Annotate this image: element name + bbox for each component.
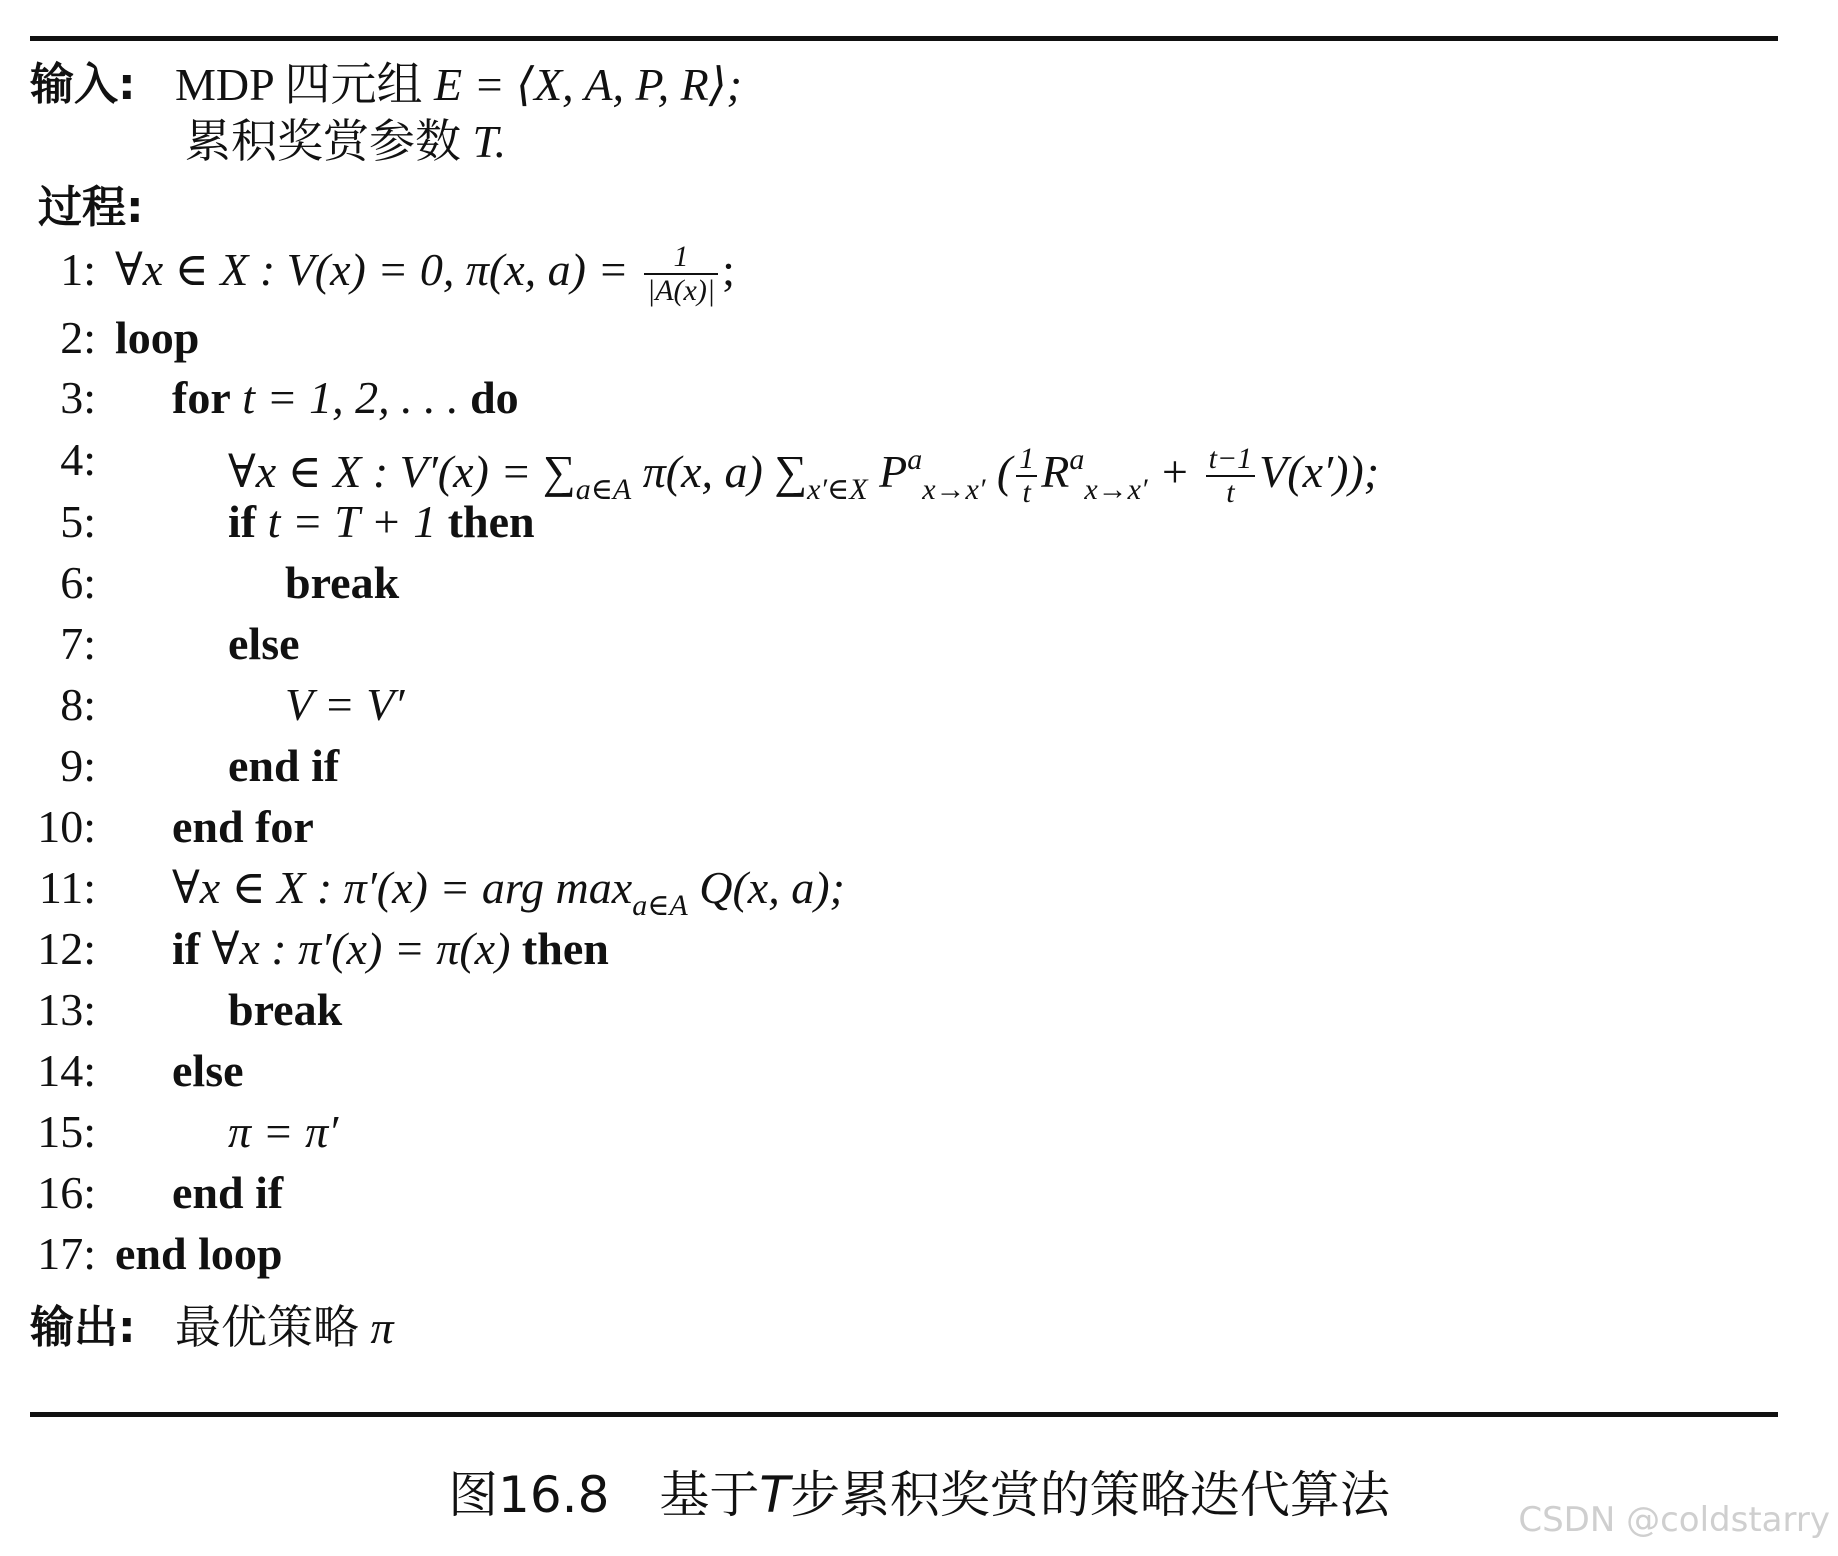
line4-a: ∀x ∈ X : V′(x) = ∑ bbox=[228, 446, 576, 497]
frac-num: t−1 bbox=[1206, 443, 1256, 477]
kw-if: if bbox=[172, 923, 201, 974]
output-label: 输出: bbox=[30, 1302, 136, 1353]
line1-fraction bbox=[644, 241, 718, 307]
input-text-2: 累积奖赏参数 bbox=[185, 116, 461, 167]
kw-break: break bbox=[285, 557, 400, 608]
frac-den: t bbox=[1022, 476, 1031, 510]
line11-sub: a∈A bbox=[632, 889, 688, 922]
kw-then: then bbox=[521, 923, 609, 974]
line4-frac-1 bbox=[1016, 443, 1037, 509]
kw-end-if: end if bbox=[172, 1167, 284, 1218]
output-text: 最优策略 bbox=[175, 1302, 359, 1353]
line-number: 10: bbox=[37, 801, 96, 852]
line-number: 3: bbox=[60, 372, 96, 423]
kw-else: else bbox=[228, 618, 300, 669]
line4-sub-arrow: x→x′ bbox=[922, 473, 986, 506]
line-number: 2: bbox=[60, 312, 96, 363]
line4-r: R bbox=[1041, 446, 1070, 497]
kw-end-loop: end loop bbox=[115, 1228, 283, 1279]
line4-c: P bbox=[867, 446, 908, 497]
output-math: π bbox=[370, 1302, 394, 1353]
bottom-rule bbox=[30, 1412, 1778, 1417]
line-number: 17: bbox=[37, 1228, 96, 1279]
line-number: 13: bbox=[37, 984, 96, 1035]
input-text-1: MDP 四元组 bbox=[175, 59, 423, 110]
line-number: 7: bbox=[60, 618, 96, 669]
line3-math: t = 1, 2, . . . bbox=[242, 372, 459, 423]
line4-r-sup: a bbox=[1069, 443, 1085, 476]
line4-sub1: a∈A bbox=[575, 473, 632, 506]
frac-den: t bbox=[1226, 476, 1235, 510]
line11-b: Q(x, a); bbox=[687, 862, 845, 913]
kw-if: if bbox=[228, 496, 257, 547]
kw-for: for bbox=[172, 372, 231, 423]
line11-a: ∀x ∈ X : π′(x) = arg max bbox=[172, 862, 633, 913]
line-number: 14: bbox=[37, 1045, 96, 1096]
line1-math: ∀x ∈ X : V(x) = 0, π(x, a) = bbox=[115, 244, 629, 295]
line12-math: ∀x : π′(x) = π(x) bbox=[211, 923, 511, 974]
line-number: 9: bbox=[60, 740, 96, 791]
line4-b: π(x, a) ∑ bbox=[631, 446, 808, 497]
caption-prefix: 图16.8 基于 bbox=[448, 1466, 760, 1524]
input-math-1: E = ⟨X, A, P, R⟩; bbox=[434, 59, 742, 110]
line4-plus: + bbox=[1147, 446, 1202, 497]
line15-math: π = π′ bbox=[228, 1106, 339, 1157]
kw-break: break bbox=[228, 984, 343, 1035]
line-number: 12: bbox=[37, 923, 96, 974]
line4-frac-2 bbox=[1206, 443, 1256, 509]
caption-suffix: 步累积奖赏的策略迭代算法 bbox=[789, 1466, 1390, 1524]
line4-r-sub: x→x′ bbox=[1084, 473, 1148, 506]
line-number: 6: bbox=[60, 557, 96, 608]
kw-end-for: end for bbox=[172, 801, 314, 852]
line4-tail: V(x′)); bbox=[1259, 446, 1380, 497]
line4-open: ( bbox=[985, 446, 1013, 497]
line-number: 11: bbox=[38, 862, 96, 913]
kw-do: do bbox=[470, 372, 519, 423]
line1-frac-den: |A(x)| bbox=[646, 274, 716, 308]
line8-math: V = V′ bbox=[285, 679, 405, 730]
top-rule bbox=[30, 36, 1778, 41]
line-number: 4: bbox=[60, 434, 96, 485]
kw-loop: loop bbox=[115, 312, 200, 363]
input-label: 输入: bbox=[30, 59, 136, 110]
line-number: 8: bbox=[60, 679, 96, 730]
kw-end-if: end if bbox=[228, 740, 340, 791]
line4-sub2: x′∈X bbox=[807, 473, 868, 506]
line1-tail: ; bbox=[722, 244, 735, 295]
line1-frac-num: 1 bbox=[644, 241, 718, 275]
line4-sup-a: a bbox=[907, 443, 923, 476]
watermark: CSDN @coldstarry bbox=[1518, 1500, 1830, 1540]
caption-var: T bbox=[759, 1466, 790, 1524]
kw-else: else bbox=[172, 1045, 244, 1096]
line5-math: t = T + 1 bbox=[267, 496, 437, 547]
input-math-2: T. bbox=[472, 116, 507, 167]
line-number: 5: bbox=[60, 496, 96, 547]
line-number: 1: bbox=[60, 244, 96, 295]
frac-num: 1 bbox=[1016, 443, 1037, 477]
line-number: 15: bbox=[37, 1106, 96, 1157]
process-label: 过程: bbox=[38, 182, 144, 233]
kw-then: then bbox=[447, 496, 535, 547]
line-number: 16: bbox=[37, 1167, 96, 1218]
